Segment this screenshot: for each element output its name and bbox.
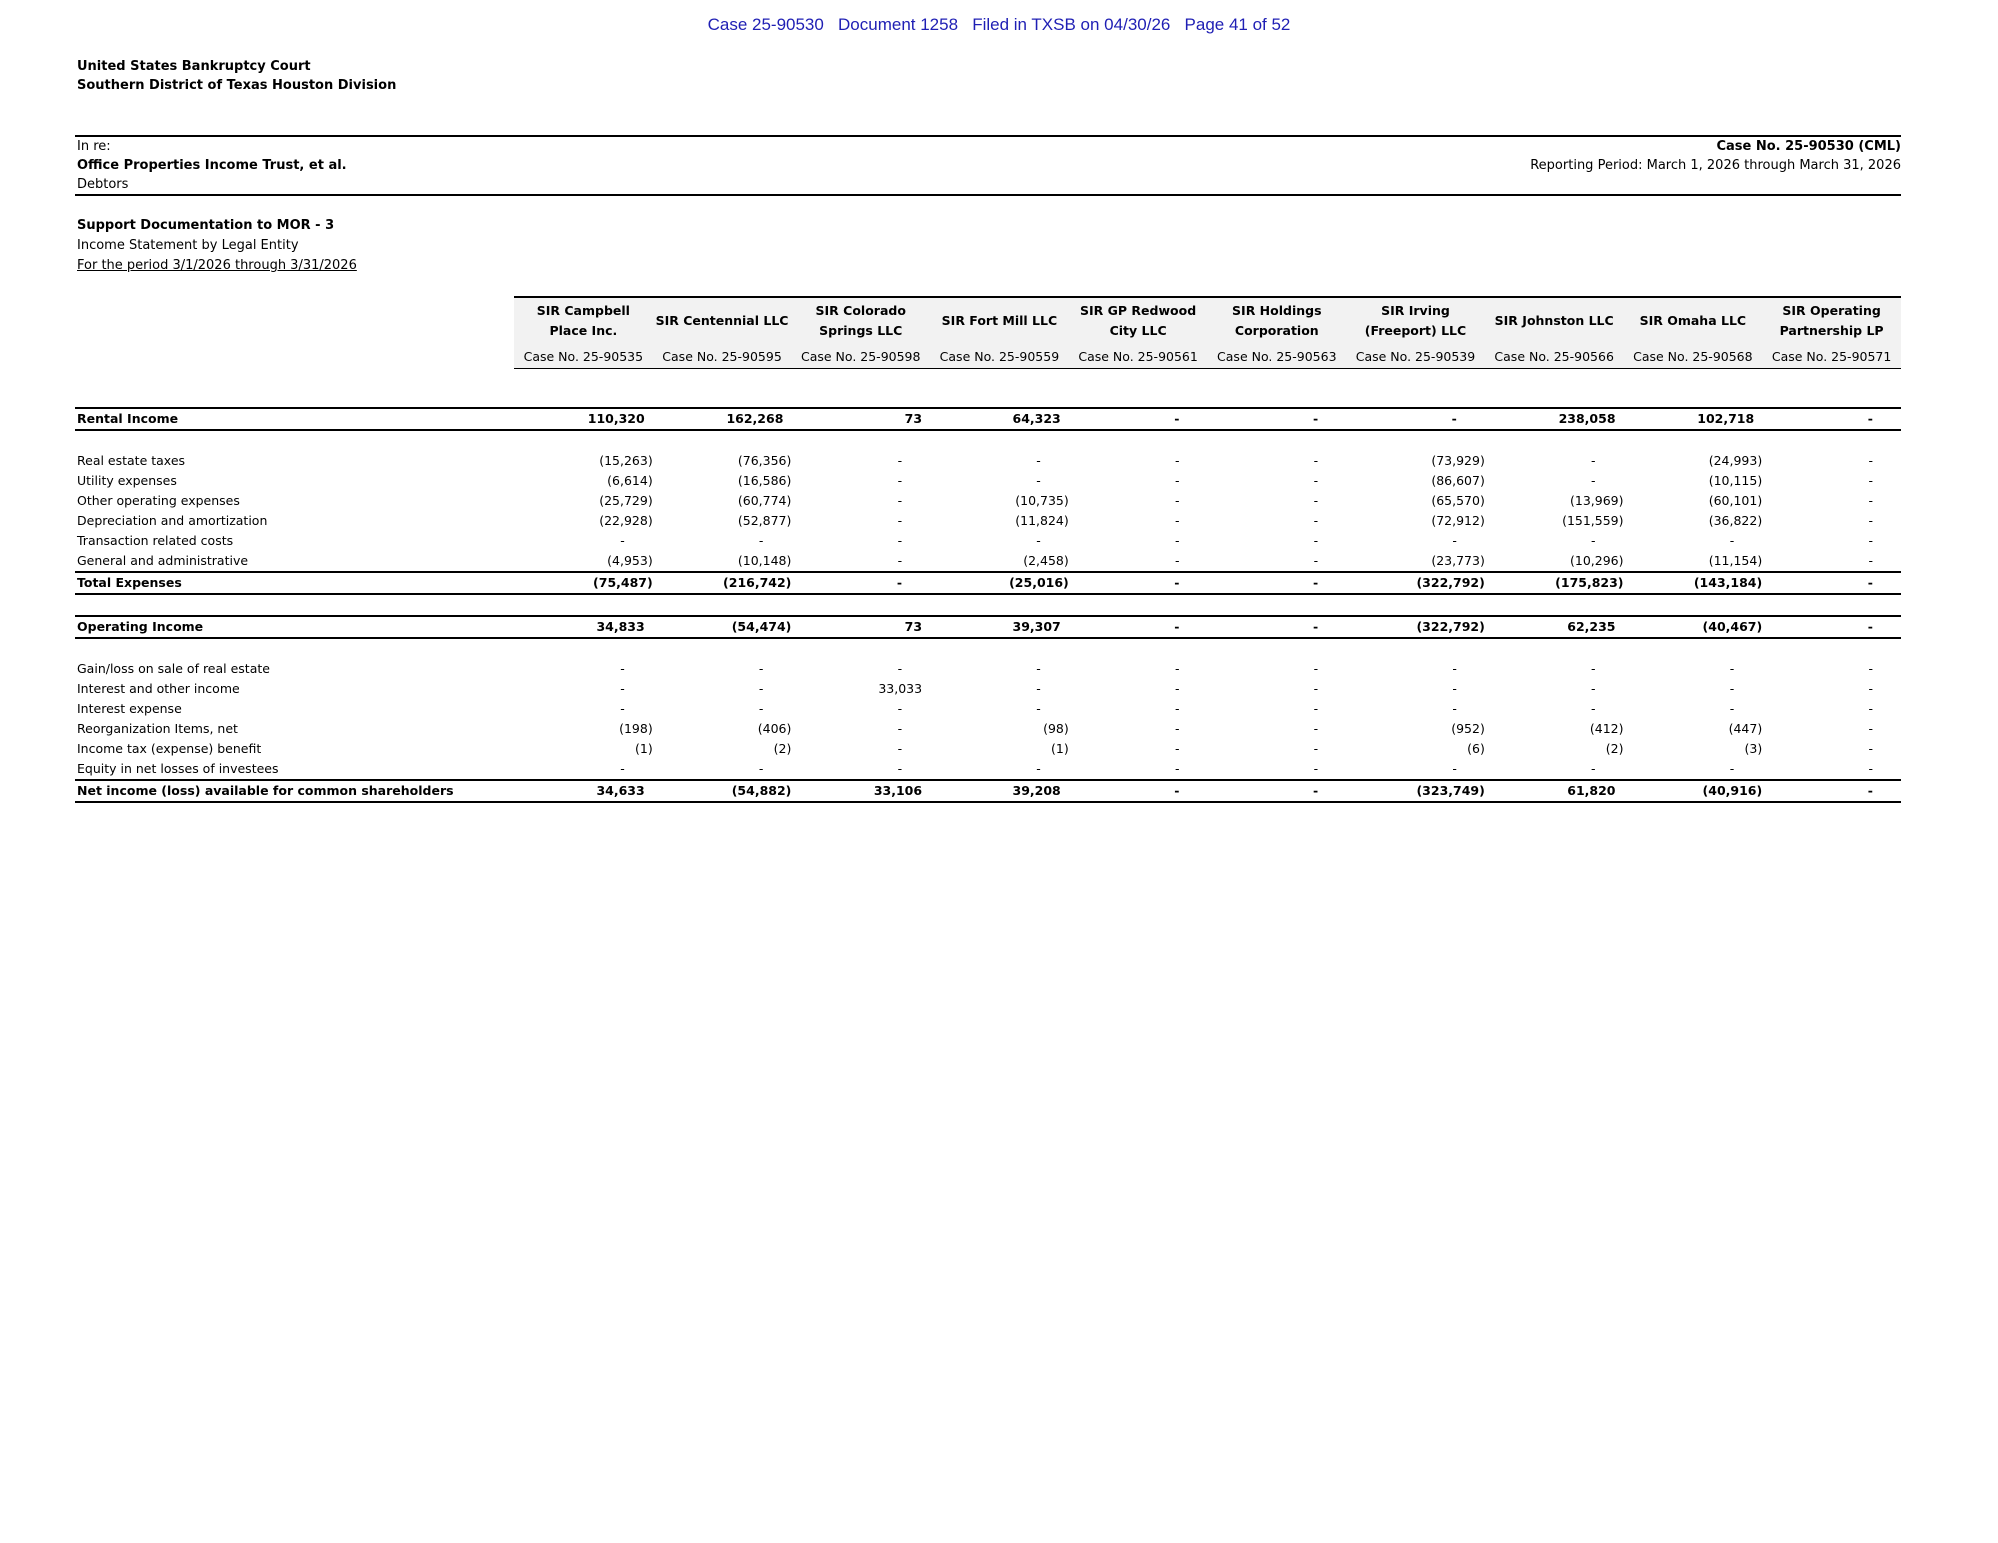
line-item-row xyxy=(75,491,1901,511)
rental-row xyxy=(75,408,1901,430)
value-cell: - xyxy=(1868,493,1873,508)
value-cell: 62,235 xyxy=(1485,616,1624,638)
entity-case-header: Case No. 25-90595 xyxy=(653,344,792,369)
entity-case-header: Case No. 25-90598 xyxy=(791,344,930,369)
value-cell: (25,729) xyxy=(599,493,653,508)
header-spacer xyxy=(75,369,1901,409)
value-cell: - xyxy=(1036,473,1041,488)
line-item-row xyxy=(75,699,1901,719)
value-cell: - xyxy=(1591,453,1596,468)
value-cell: - xyxy=(1036,533,1041,548)
value-cell: - xyxy=(1313,701,1319,716)
value-cell: 102,718 xyxy=(1624,408,1763,430)
value-cell: (952) xyxy=(1451,721,1485,736)
value-cell: - xyxy=(1174,701,1180,716)
value-cell: - xyxy=(1313,513,1319,528)
entity-name-header: SIR Operating Partnership LP xyxy=(1762,297,1901,344)
value-cell: (175,823) xyxy=(1485,572,1624,594)
value-cell: - xyxy=(1069,572,1208,594)
entity-name-header: SIR Omaha LLC xyxy=(1624,297,1763,344)
opinc-row xyxy=(75,616,1901,638)
debtor-name: Office Properties Income Trust, et al. xyxy=(77,158,347,173)
value-cell: (75,487) xyxy=(514,572,653,594)
value-cell: - xyxy=(1174,453,1180,468)
value-cell: (72,912) xyxy=(1431,513,1485,528)
entity-case-header: Case No. 25-90566 xyxy=(1485,344,1624,369)
row-label: Interest expense xyxy=(77,701,182,716)
value-cell: - xyxy=(1729,533,1735,548)
value-cell: (322,792) xyxy=(1346,572,1485,594)
value-cell: (1) xyxy=(1051,741,1069,756)
row-label: Rental Income xyxy=(75,408,514,430)
value-cell: (447) xyxy=(1728,721,1763,736)
header-bottom-rule xyxy=(75,194,1901,196)
value-cell: - xyxy=(1868,453,1873,468)
value-cell: (86,607) xyxy=(1431,473,1485,488)
value-cell: - xyxy=(1591,661,1596,676)
debtors-label: Debtors xyxy=(77,177,129,192)
value-cell: 61,820 xyxy=(1485,780,1624,802)
value-cell: - xyxy=(1313,473,1319,488)
entity-name-header: SIR Fort Mill LLC xyxy=(930,297,1069,344)
court-name: United States Bankruptcy Court xyxy=(77,59,311,74)
reporting-period: Reporting Period: March 1, 2026 through March 31, 2026 xyxy=(1530,158,1901,173)
value-cell: - xyxy=(1868,721,1873,736)
value-cell: (10,735) xyxy=(1015,493,1069,508)
value-cell: - xyxy=(897,661,903,676)
line-item-row xyxy=(75,659,1901,679)
value-cell: - xyxy=(1207,780,1346,802)
row-label: Equity in net losses of investees xyxy=(77,761,279,776)
value-cell: - xyxy=(897,741,903,756)
value-cell: - xyxy=(1174,681,1180,696)
entity-name-header: SIR Centennial LLC xyxy=(653,297,792,344)
value-cell: - xyxy=(1174,513,1180,528)
value-cell: - xyxy=(1069,780,1208,802)
value-cell: (60,774) xyxy=(737,493,792,508)
row-label: Other operating expenses xyxy=(77,493,240,508)
value-cell: (2,458) xyxy=(1023,553,1069,568)
value-cell: - xyxy=(1174,741,1180,756)
value-cell: - xyxy=(758,661,764,676)
line-item-row xyxy=(75,511,1901,531)
value-cell: - xyxy=(1174,761,1180,776)
value-cell: - xyxy=(1313,681,1319,696)
value-cell: - xyxy=(1346,408,1485,430)
support-period: For the period 3/1/2026 through 3/31/2026 xyxy=(77,258,357,273)
filing-stamp: Case 25-90530 Document 1258 Filed in TXSB on 04/30/26 Page 41 of 52 xyxy=(707,15,1291,34)
value-cell: (198) xyxy=(619,721,653,736)
spacer-cell xyxy=(75,594,1901,616)
value-cell: - xyxy=(1868,553,1873,568)
value-cell: (6) xyxy=(1467,741,1485,756)
value-cell: - xyxy=(897,513,903,528)
value-cell: - xyxy=(897,473,903,488)
value-cell: - xyxy=(1174,661,1180,676)
value-cell: - xyxy=(1313,533,1319,548)
value-cell: (216,742) xyxy=(653,572,792,594)
entity-name-header: SIR GP Redwood City LLC xyxy=(1069,297,1208,344)
value-cell: 238,058 xyxy=(1485,408,1624,430)
value-cell: - xyxy=(1174,473,1180,488)
row-label: Utility expenses xyxy=(77,473,177,488)
row-label: General and administrative xyxy=(77,553,249,568)
line-item-row xyxy=(75,759,1901,780)
value-cell: (65,570) xyxy=(1431,493,1485,508)
value-cell: - xyxy=(1591,701,1596,716)
value-cell: 39,307 xyxy=(930,616,1069,638)
value-cell: - xyxy=(1729,701,1735,716)
value-cell: - xyxy=(758,701,764,716)
value-cell: 34,633 xyxy=(514,780,653,802)
row-label: Gain/loss on sale of real estate xyxy=(77,661,270,676)
value-cell: - xyxy=(1313,661,1319,676)
value-cell: 33,033 xyxy=(878,681,923,696)
value-cell: (1) xyxy=(634,741,653,756)
value-cell: (151,559) xyxy=(1562,513,1624,528)
row-label: Total Expenses xyxy=(75,572,514,594)
value-cell: - xyxy=(1729,661,1735,676)
value-cell: - xyxy=(1069,616,1208,638)
value-cell: (11,154) xyxy=(1708,553,1763,568)
row-label: Depreciation and amortization xyxy=(77,513,268,528)
value-cell: - xyxy=(1452,761,1457,776)
value-cell: - xyxy=(1868,513,1873,528)
value-cell: - xyxy=(620,681,625,696)
value-cell: - xyxy=(1207,616,1346,638)
value-cell: - xyxy=(1762,408,1901,430)
value-cell: (13,969) xyxy=(1570,493,1624,508)
statement-body xyxy=(75,408,1901,802)
value-cell: - xyxy=(620,533,625,548)
row-label: Real estate taxes xyxy=(77,453,186,468)
value-cell: (3) xyxy=(1744,741,1763,756)
entity-name-header: SIR Campbell Place Inc. xyxy=(514,297,653,344)
spacer-row xyxy=(75,594,1901,616)
row-label: Net income (loss) available for common shareholders xyxy=(75,780,514,802)
value-cell: - xyxy=(897,553,903,568)
value-cell: - xyxy=(897,761,903,776)
value-cell: - xyxy=(1036,453,1041,468)
value-cell: (40,916) xyxy=(1624,780,1763,802)
value-cell: - xyxy=(1452,701,1457,716)
value-cell: 162,268 xyxy=(653,408,792,430)
value-cell: 110,320 xyxy=(514,408,653,430)
entity-case-header: Case No. 25-90535 xyxy=(514,344,653,369)
value-cell: (4,953) xyxy=(607,553,653,568)
value-cell: (54,474) xyxy=(653,616,792,638)
value-cell: 34,833 xyxy=(514,616,653,638)
support-heading xyxy=(77,216,357,276)
value-cell: (36,822) xyxy=(1708,513,1763,528)
value-cell: (23,773) xyxy=(1431,553,1485,568)
header-blank xyxy=(75,297,514,344)
row-label: Income tax (expense) benefit xyxy=(77,741,262,756)
value-cell: - xyxy=(1868,761,1873,776)
value-cell: (10,115) xyxy=(1708,473,1763,488)
value-cell: - xyxy=(1313,741,1319,756)
value-cell: - xyxy=(1762,572,1901,594)
value-cell: - xyxy=(1729,761,1735,776)
value-cell: - xyxy=(1452,533,1457,548)
spacer-row xyxy=(75,638,1901,659)
net-row xyxy=(75,780,1901,802)
value-cell: (15,263) xyxy=(599,453,653,468)
value-cell: - xyxy=(1868,681,1873,696)
in-re-label: In re: xyxy=(77,139,111,154)
value-cell: 33,106 xyxy=(791,780,930,802)
line-item-row xyxy=(75,451,1901,471)
spacer-row xyxy=(75,430,1901,451)
case-number: Case No. 25-90530 (CML) xyxy=(1716,139,1901,154)
entity-case-row xyxy=(75,344,1901,369)
value-cell: - xyxy=(1174,493,1180,508)
entity-name-header: SIR Irving (Freeport) LLC xyxy=(1346,297,1485,344)
value-cell: - xyxy=(897,493,903,508)
value-cell: (98) xyxy=(1043,721,1069,736)
court-district: Southern District of Texas Houston Division xyxy=(77,78,397,93)
value-cell: (40,467) xyxy=(1624,616,1763,638)
value-cell: - xyxy=(897,453,903,468)
line-item-row xyxy=(75,679,1901,699)
value-cell: - xyxy=(620,661,625,676)
value-cell: - xyxy=(1036,701,1041,716)
value-cell: (10,296) xyxy=(1570,553,1624,568)
value-cell: - xyxy=(1868,533,1873,548)
value-cell: (25,016) xyxy=(930,572,1069,594)
entity-case-header: Case No. 25-90561 xyxy=(1069,344,1208,369)
value-cell: - xyxy=(1591,681,1596,696)
value-cell: (406) xyxy=(757,721,792,736)
case-info xyxy=(1530,137,1901,175)
line-item-row xyxy=(75,739,1901,759)
value-cell: (54,882) xyxy=(653,780,792,802)
value-cell: (10,148) xyxy=(737,553,792,568)
value-cell: - xyxy=(620,761,625,776)
value-cell: (143,184) xyxy=(1624,572,1763,594)
value-cell: (6,614) xyxy=(607,473,653,488)
value-cell: - xyxy=(1069,408,1208,430)
value-cell: - xyxy=(1591,533,1596,548)
entity-case-header: Case No. 25-90568 xyxy=(1624,344,1763,369)
value-cell: - xyxy=(1036,681,1041,696)
value-cell: (2) xyxy=(773,741,792,756)
value-cell: - xyxy=(897,701,903,716)
value-cell: (2) xyxy=(1605,741,1624,756)
entity-name-row xyxy=(75,297,1901,344)
value-cell: - xyxy=(1036,761,1041,776)
row-label: Interest and other income xyxy=(77,681,240,696)
line-item-row xyxy=(75,531,1901,551)
row-label: Transaction related costs xyxy=(77,533,234,548)
value-cell: (412) xyxy=(1589,721,1624,736)
value-cell: - xyxy=(1174,533,1180,548)
value-cell: - xyxy=(1313,761,1319,776)
value-cell: - xyxy=(1868,473,1873,488)
value-cell: (323,749) xyxy=(1346,780,1485,802)
value-cell: - xyxy=(1207,572,1346,594)
total-row xyxy=(75,572,1901,594)
value-cell: - xyxy=(1313,721,1319,736)
value-cell: - xyxy=(1313,493,1319,508)
value-cell: - xyxy=(1036,661,1041,676)
value-cell: (24,993) xyxy=(1708,453,1763,468)
value-cell: - xyxy=(1174,553,1180,568)
value-cell: - xyxy=(1207,408,1346,430)
value-cell: - xyxy=(1313,553,1319,568)
line-item-row xyxy=(75,471,1901,491)
support-title: Support Documentation to MOR - 3 xyxy=(77,218,335,233)
value-cell: 73 xyxy=(791,408,930,430)
value-cell: - xyxy=(1729,681,1735,696)
row-label: Reorganization Items, net xyxy=(77,721,238,736)
entity-case-header: Case No. 25-90563 xyxy=(1207,344,1346,369)
value-cell: - xyxy=(1868,661,1873,676)
value-cell: - xyxy=(758,533,764,548)
entity-case-header: Case No. 25-90539 xyxy=(1346,344,1485,369)
entity-name-header: SIR Holdings Corporation xyxy=(1207,297,1346,344)
value-cell: 73 xyxy=(791,616,930,638)
value-cell: - xyxy=(1591,761,1596,776)
entity-name-header: SIR Johnston LLC xyxy=(1485,297,1624,344)
value-cell: - xyxy=(1868,701,1873,716)
row-label: Operating Income xyxy=(75,616,514,638)
value-cell: (73,929) xyxy=(1431,453,1485,468)
case-caption xyxy=(77,137,347,194)
entity-name-header: SIR Colorado Springs LLC xyxy=(791,297,930,344)
court-heading xyxy=(77,57,396,95)
value-cell: 39,208 xyxy=(930,780,1069,802)
income-statement-table xyxy=(75,296,1901,803)
value-cell: (60,101) xyxy=(1708,493,1763,508)
value-cell: - xyxy=(758,681,764,696)
spacer-cell xyxy=(75,638,1901,659)
line-item-row xyxy=(75,719,1901,739)
value-cell: - xyxy=(1762,616,1901,638)
value-cell: - xyxy=(1452,681,1457,696)
value-cell: 64,323 xyxy=(930,408,1069,430)
header-blank xyxy=(75,344,514,369)
value-cell: - xyxy=(1762,780,1901,802)
value-cell: - xyxy=(897,721,903,736)
value-cell: (11,824) xyxy=(1015,513,1069,528)
spacer-cell xyxy=(75,430,1901,451)
value-cell: (52,877) xyxy=(737,513,792,528)
value-cell: - xyxy=(758,761,764,776)
support-subtitle: Income Statement by Legal Entity xyxy=(77,238,299,253)
value-cell: - xyxy=(1452,661,1457,676)
value-cell: (16,586) xyxy=(737,473,792,488)
line-item-row xyxy=(75,551,1901,572)
value-cell: - xyxy=(897,533,903,548)
entity-case-header: Case No. 25-90571 xyxy=(1762,344,1901,369)
value-cell: - xyxy=(1174,721,1180,736)
value-cell: (322,792) xyxy=(1346,616,1485,638)
value-cell: - xyxy=(1313,453,1319,468)
value-cell: - xyxy=(620,701,625,716)
value-cell: - xyxy=(1868,741,1873,756)
value-cell: (76,356) xyxy=(737,453,792,468)
value-cell: - xyxy=(791,572,930,594)
entity-case-header: Case No. 25-90559 xyxy=(930,344,1069,369)
value-cell: - xyxy=(1591,473,1596,488)
value-cell: (22,928) xyxy=(599,513,653,528)
